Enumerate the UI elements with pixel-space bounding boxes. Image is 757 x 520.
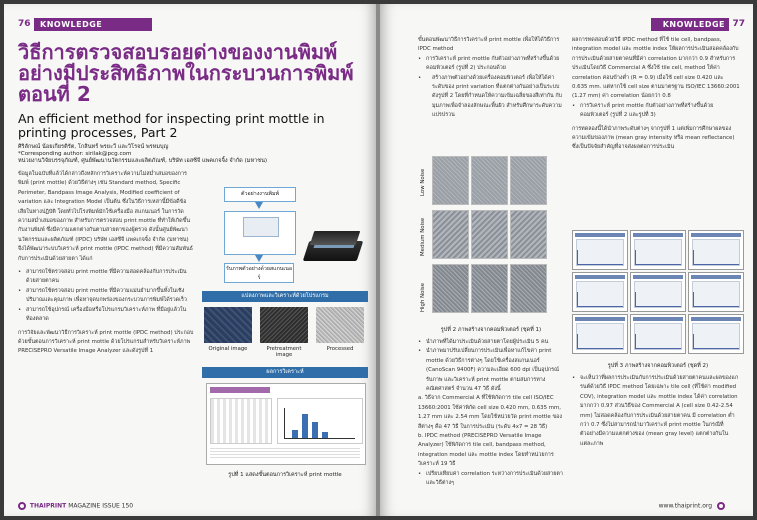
noise-sample-cell xyxy=(471,210,508,259)
right-column-1-bottom xyxy=(418,338,564,489)
corresponding-author: *Corresponding author: sirilak@pcg.com xyxy=(18,151,132,158)
flow-band-convert: แปลงภาพและวิเคราะห์ด้วยโปรแกรม xyxy=(202,291,368,302)
noise-row-label: High Noise xyxy=(420,282,426,312)
screen-thumbnail xyxy=(688,230,744,270)
col1-after-bullet: • นำภาพมาปรับเปลี่ยนการประเมินเพื่อหาแก้ไขค่า print mottle ด้วยวิธีการต่างๆ โดยใช้เครื่องสแกนเนอร์ (CanoScan 9400F) ความละเอียด 600 dpi เป็นอุปกรณ์รับภาพ และวิเคราะห์ print mottle ตามสมการทางคณิตศาสตร์ จำนวน 47 วิธี ดังนี้ xyxy=(418,347,564,394)
col1-method-b: b. IPDC method (PRECISEPRO Versatile Image Analyzer) ใช้พิกัดการ tile cell, bandpass method, integration model และ mottle index โดยทำหน่วยการวิเคราะห์ 19 วิธี xyxy=(418,433,554,468)
screen-thumbnail xyxy=(688,314,744,354)
noise-sample-cell xyxy=(471,156,508,205)
figure-2-caption: รูปที่ 2 ภาพสร้างจากคอมพิวเตอร์ (ชุดที่ 1) xyxy=(440,327,542,333)
noise-sample-cell xyxy=(432,210,469,259)
page-number-left: 76 xyxy=(18,19,31,29)
col1-bullet: • สร้างภาพตัวอย่างด้วยเครื่องคอมพิวเตอร์ เพื่อให้ได้ค่าระดับของ print variation ที่แตกต่างกันอย่างเป็นระบบดังรูปที่ 2 โดยที่กำหนดให้ความเข้มเฉลี่ยของสีเท่ากัน กับมุมภาพเพื่อจำลองลักษณะพื้นผิว สำหรับศึกษาระดับความแปรปรวน xyxy=(418,74,564,121)
label-processed: Processed xyxy=(326,346,354,352)
bullet-item: • สามารถใช้อุปกรณ์ เครื่องมือหรือโปรแกรมวิเคราะห์ภาพ ที่มีอยู่แล้วในท้องตลาด xyxy=(18,306,194,325)
screen-thumbnail xyxy=(688,272,744,312)
screen-thumbnail xyxy=(572,314,628,354)
result-software-screenshot xyxy=(206,383,366,465)
figure-3-caption: รูปที่ 3 ภาพสร้างจากคอมพิวเตอร์ (ชุดที่ 2) xyxy=(607,363,709,369)
noise-sample-cell xyxy=(471,264,508,313)
col1-after-bullet: • นำภาพที่ได้มาประเมินด้วยสายตาโดยผู้ประเมิน 5 คน xyxy=(418,338,564,347)
scanner-icon xyxy=(302,227,364,265)
right-column-1-top xyxy=(418,36,564,121)
screen-thumbnail xyxy=(572,230,628,270)
col1-after-bullet: • เปรียบเทียบค่า correlation ระหว่างการประเมินด้วยสายตาและวิธีต่างๆ xyxy=(418,470,564,489)
section-header-right: KNOWLEDGE xyxy=(651,18,729,31)
footer-brand: THAIPRINT xyxy=(29,502,67,510)
col2-top-paragraph: ผลการทดสอบด้วยวิธี IPDC method ที่ใช้ tile cell, bandpass, integration model และ mottle index ให้ผลการประเมินสอดคล้องกับการประเมินด้วยสายตาคนที่มีค่า correlation มากกว่า 0.9 สำหรับการประเมินโดยวิธี Commercial A ซึ่งใช้ tile cell, method ให้ค่า correlation ค่อนข้างต่ำ (R = 0.9) เมื่อใช้ cell size 0.420 และ 0.635 mm. แต่หากใช้ cell size ตามมาตรฐาน ISO/IEC 13660:2001 (1.27 mm) ค่า correlation น้อยกว่า 0.8 xyxy=(572,37,740,100)
thaiprint-logo-icon xyxy=(18,502,26,510)
article-title-english: An efficient method for inspecting print mottle in printing processes, Part 2 xyxy=(18,111,325,140)
section-header-left: KNOWLEDGE xyxy=(34,18,152,31)
figure-1-flowchart xyxy=(202,187,368,483)
author-block xyxy=(18,144,363,166)
figure-2 xyxy=(418,154,564,322)
flow-box-sample: ตัวอย่างงานพิมพ์ xyxy=(224,187,296,202)
col2-mid-paragraph: การทดลองนี้ได้นำภาพระดับต่างๆ จากรูปที่ 1 แต่เพิ่มการศึกษาผลของความเข้มของภาพ (mean gray intensity หรือ mean reflectance) ซึ่งเป็นปัจจัยสำคัญที่อาจส่งผลต่อการประเมิน xyxy=(572,125,735,151)
label-pretreatment: Pretreatment image xyxy=(266,346,302,358)
bullet-item: • สามารถใช้ตรวจสอบ print mottle ที่มีความสอดคล้องกับการประเมินด้วยสายตาคน xyxy=(18,268,194,287)
screen-thumbnail xyxy=(630,314,686,354)
col1-intro: ขั้นตอนพัฒนาวิธีการวิเคราะห์ print mottle เพื่อให้ได้วิธีการ IPDC method xyxy=(418,37,560,53)
left-page xyxy=(4,4,376,516)
right-page xyxy=(380,4,753,516)
screen-thumbnail xyxy=(630,272,686,312)
original-image-sample xyxy=(204,307,252,343)
screen-thumbnail xyxy=(630,230,686,270)
label-original: Original image xyxy=(208,346,248,352)
flow-arrow-icon xyxy=(255,255,263,262)
sheet-icon xyxy=(243,217,279,237)
bullet-item: • สามารถใช้ตรวจสอบ print mottle ที่มีความแม่นยำมากขึ้นทั้งในเชิงปริมาณและคุณภาพ เพื่อหาจุดบกพร่องของกระบวนการพิมพ์ได้รวดเร็ว xyxy=(18,287,194,306)
noise-row-label: Low Noise xyxy=(420,168,426,196)
authors-line: ศิริลักษณ์ น้อยเกียรติรัต, โกสินทร์ พรยะวี และวิโรจน์ พรหมบุญ xyxy=(18,144,169,150)
flow-band-result: ผลการวิเคราะห์ xyxy=(202,367,368,378)
footer-issue: MAGAZINE ISSUE 150 xyxy=(68,502,134,510)
figure-3 xyxy=(572,230,744,350)
intro-paragraph: ข้อมูลในฉบับที่แล้วได้กล่าวถึงหลักการวิเคราะห์ความไม่สม่ำเสมอของการพิมพ์ (print mottle) ด้วยวิธีต่างๆ เช่น Standard method, Specific Perimeter, Bandpass Image Analysis, Modified coefficient of variation และ Integration Model เป็นต้น ซึ่งในวิธีการเหล่านี้มีข้อดีข้อเสียในทางปฏิบัติ โดยทั่วไปโรงพิมพ์มักใช้เครื่องมือ สแกนเนอร์ ในการวัดความสม่ำเสมอของภาพ สำหรับการตรวจสอบ print mottle ที่ทำให้เกิดขึ้นกับงานพิมพ์ ซึ่งมีความแตกต่างกันตามสายตาของผู้ตรวจ ดังนั้นศูนย์พัฒนานวัตกรรมและผลิตภัณฑ์ (IPDC) บริษัท เอสซีจี แพคเกจจิ้ง จำกัด (มหาชน) จึงได้พัฒนาระบบวิเคราะห์ print mottle (IPDC method) ที่มีความสัมพันธ์กับการประเมินด้วยสายตา ได้แก่ xyxy=(18,171,193,262)
right-column-2-top xyxy=(572,36,740,153)
footer-left xyxy=(18,502,133,510)
footer-right xyxy=(659,502,727,510)
col1-method-a: a. วิธีจาก Commercial A ที่ใช้พิกัดการ tile cell ISO/IEC 13660:2001 ใช้ค่าพิกัด cell size 0.420 mm, 0.635 mm, 1.27 mm และ 2.54 mm โดยใช้หน่วยวัด print mottle ของสีต่างๆ คือ 47 วิธี ในการประเมิน (ระดับ 4x7 = 28 วิธี) xyxy=(418,395,562,430)
footer-url[interactable]: www.thaiprint.org xyxy=(658,502,713,510)
col1-bullet: • การวิเคราะห์ print mottle กับตัวอย่างภาพที่สร้างขึ้นด้วยคอมพิวเตอร์ (รูปที่ 2) ประกอบด้วย xyxy=(418,55,564,74)
thaiprint-logo-icon xyxy=(717,502,725,510)
noise-row-label: Medium Noise xyxy=(420,217,426,256)
flow-box-sheet xyxy=(224,211,296,255)
noise-sample-cell xyxy=(510,210,547,259)
affiliation: หน่วยงานวิจัยบรรจุภัณฑ์, ศูนย์พัฒนานวัตกรรมและผลิตภัณฑ์, บริษัท เอสซีจี แพคเกจจิ้ง จำกัด (มหาชน) xyxy=(18,158,268,165)
noise-sample-cell xyxy=(510,156,547,205)
col2-bullet: • การวิเคราะห์ print mottle กับตัวอย่างภาพที่สร้างขึ้นด้วยคอมพิวเตอร์ (รูปที่ 2 และรูปที่ 3) xyxy=(572,102,740,121)
processed-image-sample xyxy=(316,307,364,343)
noise-sample-cell xyxy=(432,156,469,205)
pretreatment-image-sample xyxy=(260,307,308,343)
flow-box-scan: รับภาพตัวอย่างด้วยสแกนเนอร์ xyxy=(224,263,294,283)
right-column-2-bottom xyxy=(572,374,740,449)
noise-sample-cell xyxy=(432,264,469,313)
flow-arrow-icon xyxy=(255,202,263,209)
after-bullets-paragraph: การวิจัยและพัฒนาวิธีการวิเคราะห์ print mottle (IPDC method) ประกอบด้วยขั้นตอนการวิเคราะห์ print mottle ด้วยโปรแกรมสำหรับวิเคราะห์ภาพ PRECISEPRO Versatile Image Analyzer และดังรูปที่ 1 xyxy=(18,329,194,355)
figure-1-caption: รูปที่ 1 แสดงขั้นตอนการวิเคราะห์ print mottle xyxy=(228,472,342,478)
col2-bottom-paragraph: • จะเห็นว่าที่ผลการประเมินกับการประเมินด้วยสายตาคนและผลของแกรนต์ด้วยวิธี IPDC method โดยเฉพาะ tile cell (ที่ใช้ค่า modified COV), integration model และ mottle index ได้ค่า correlation มากกว่า 0.97 ส่วนวิธีของ Commercial A (cell size 0.42-2.54 mm) ไม่สอดคล้องกับการประเมินด้วยสายตาคน มี correlation ต่ำกว่า 0.7 ซึ่งไม่สามารถนำมาวิเคราะห์ print mottle ในกรณีที่ตัวอย่างมีความแตกต่างของ (mean gray level) แตกต่างกันในแต่ละภาพ xyxy=(572,374,740,449)
screen-thumbnail xyxy=(572,272,628,312)
noise-sample-cell xyxy=(510,264,547,313)
article-title-thai: วิธีการตรวจสอบรอยด่างของงานพิมพ์อย่างมีประสิทธิภาพในกระบวนการพิมพ์ ตอนที่ 2 xyxy=(18,40,354,106)
left-body-column xyxy=(18,170,194,357)
page-number-right: 77 xyxy=(732,19,745,29)
